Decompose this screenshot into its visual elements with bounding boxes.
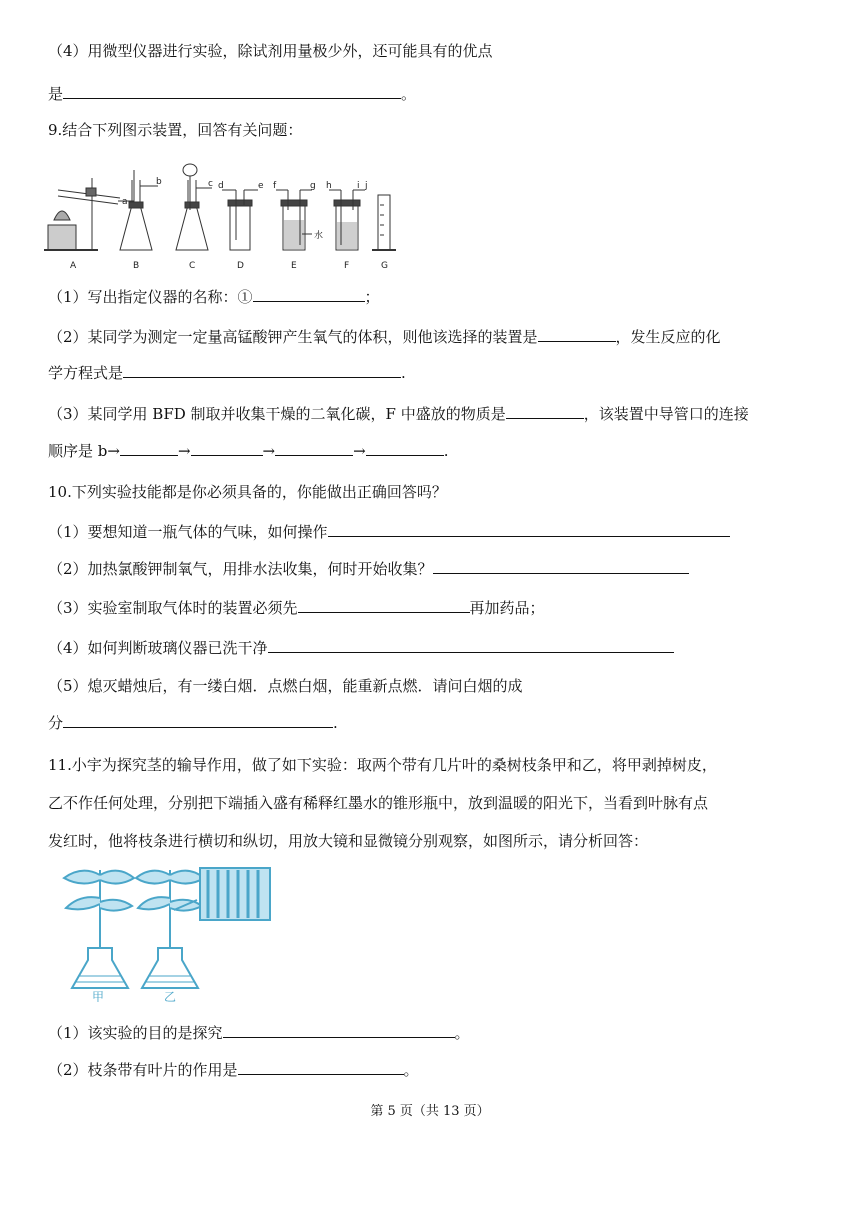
- q10-part1: [48, 522, 730, 542]
- apparatus-label-b: B: [133, 261, 140, 271]
- q8-part4-prefix: 是: [48, 85, 64, 103]
- q9-part1-prefix: （1）写出指定仪器的名称：①: [48, 288, 253, 306]
- apparatus-label-f: F: [344, 261, 350, 271]
- port-label-i: i: [357, 181, 360, 191]
- q10-part5-suffix: .: [333, 714, 338, 732]
- apparatus-c-icon: [176, 164, 212, 250]
- q9-part2-line2: [48, 363, 406, 383]
- q9-part2b-suffix: .: [401, 364, 406, 382]
- q9-part3-prefix: （3）某同学用 BFD 制取并收集干燥的二氧化碳，F 中盛放的物质是: [48, 405, 506, 423]
- q10-part5-prefix: 分: [48, 714, 64, 732]
- port-label-j: j: [365, 181, 368, 191]
- q9-part3-blank2[interactable]: [120, 441, 178, 456]
- q11-part1-prefix: （1）该实验的目的是探究: [48, 1024, 223, 1042]
- q9-part2b-prefix: 学方程式是: [48, 364, 124, 382]
- apparatus-label-d: D: [237, 261, 244, 271]
- apparatus-f-icon: [329, 190, 365, 250]
- label-jia: 甲: [92, 990, 105, 1002]
- port-label-c: c: [208, 179, 213, 189]
- apparatus-d-icon: [222, 190, 258, 250]
- q9-part3-blank5[interactable]: [366, 441, 444, 456]
- q9-part2-prefix: （2）某同学为测定一定量高锰酸钾产生氧气的体积，则他该选择的装置是: [48, 328, 538, 346]
- port-label-h: h: [326, 181, 332, 191]
- q9-part2-blank1[interactable]: [538, 327, 616, 342]
- q9-apparatus-figure: [40, 150, 410, 278]
- q9-part2-blank2[interactable]: [123, 363, 401, 378]
- q11-paragraph-line3: 发红时，他将枝条进行横切和纵切，用放大镜和显微镜分别观察，如图所示，请分析回答：: [48, 832, 649, 850]
- q10-part5-blank[interactable]: [63, 713, 333, 728]
- port-label-f: f: [273, 181, 277, 191]
- apparatus-label-a: A: [70, 261, 77, 271]
- q11-paragraph-line1: 11.小宇为探究茎的输导作用，做了如下实验：取两个带有几片叶的桑树枝条甲和乙，将甲剥掉树皮，: [48, 756, 717, 774]
- apparatus-b-icon: [120, 170, 158, 250]
- q11-part1: [48, 1023, 470, 1043]
- port-label-g: g: [310, 181, 316, 191]
- q8-part4-line1: （4）用微型仪器进行实验，除试剂用量极少外，还可能具有的优点: [48, 42, 493, 60]
- q9-arrow-3: →: [353, 442, 366, 460]
- q11-part2: [48, 1060, 419, 1080]
- q10-part4: [48, 638, 674, 658]
- q9-part3-blank4[interactable]: [275, 441, 353, 456]
- q10-part4-text: （4）如何判断玻璃仪器已洗干净: [48, 639, 268, 657]
- branch-yi-icon: [136, 870, 204, 988]
- q9-part2-line1: [48, 327, 721, 347]
- q10-title: 10.下列实验技能都是你必须具备的，你能做出正确回答吗？: [48, 483, 447, 501]
- q10-part1-text: （1）要想知道一瓶气体的气味，如何操作: [48, 523, 328, 541]
- q8-part4-suffix: 。: [401, 85, 417, 103]
- apparatus-e-icon: [276, 190, 312, 250]
- q9-part3-blank3[interactable]: [191, 441, 263, 456]
- q10-part3-blank[interactable]: [298, 598, 470, 613]
- q8-answer-blank[interactable]: [63, 84, 401, 99]
- q9-part3-suffix: ，该装置中导管口的连接: [583, 405, 749, 423]
- q9-part3-line2: [48, 441, 448, 461]
- q11-part1-blank[interactable]: [223, 1023, 455, 1038]
- q10-part4-blank[interactable]: [268, 638, 674, 653]
- page-footer: 第 5 页（共 13 页）: [370, 1104, 490, 1119]
- q9-arrow-1: →: [177, 442, 191, 460]
- q9-part1-suffix: ；: [364, 288, 380, 306]
- q11-part1-suffix: 。: [454, 1024, 470, 1042]
- apparatus-g-icon: [372, 195, 396, 250]
- apparatus-a-icon: [44, 178, 134, 250]
- apparatus-label-e: E: [291, 261, 297, 271]
- q9-part1-blank[interactable]: [253, 287, 365, 302]
- port-label-b: b: [156, 177, 162, 187]
- q10-part2: [48, 559, 689, 579]
- q8-part4-line2: [48, 84, 416, 104]
- q9-arrow-2: →: [262, 442, 276, 460]
- q9-part1: [48, 287, 380, 307]
- q9-title: 9.结合下列图示装置，回答有关问题：: [48, 121, 303, 139]
- q10-part5-line1: （5）熄灭蜡烛后，有一缕白烟．点燃白烟，能重新点燃．请问白烟的成: [48, 677, 523, 695]
- label-yi: 乙: [164, 990, 177, 1002]
- q11-part2-suffix: 。: [403, 1061, 419, 1079]
- q9-part3b-suffix: .: [443, 442, 449, 460]
- q9-part2-suffix: ，发生反应的化: [615, 328, 721, 346]
- q11-plant-figure: [52, 860, 282, 1002]
- q10-part1-blank[interactable]: [328, 522, 730, 537]
- q10-part5-line2: [48, 713, 338, 733]
- apparatus-label-g: G: [381, 261, 388, 271]
- q11-paragraph-line2: 乙不作任何处理，分别把下端插入盛有稀释红墨水的锥形瓶中，放到温暖的阳光下，当看到叶脉有点: [48, 794, 709, 812]
- q10-part3-suffix: 再加药品；: [469, 599, 545, 617]
- port-label-d: d: [218, 181, 224, 191]
- q9-part3-line1: [48, 404, 749, 424]
- q11-part2-blank[interactable]: [238, 1060, 404, 1075]
- q9-part3-blank1[interactable]: [506, 404, 584, 419]
- q10-part3: [48, 598, 545, 618]
- port-label-e: e: [258, 181, 264, 191]
- water-label: 水: [314, 231, 324, 241]
- port-label-a: a: [122, 197, 128, 207]
- q10-part2-blank[interactable]: [433, 559, 689, 574]
- q10-part2-text: （2）加热氯酸钾制氧气，用排水法收集，何时开始收集？: [48, 560, 433, 578]
- q9-part3b-prefix: 顺序是 b→: [48, 442, 120, 460]
- microscope-section-icon: [200, 868, 270, 920]
- apparatus-label-c: C: [189, 261, 196, 271]
- q10-part3-prefix: （3）实验室制取气体时的装置必须先: [48, 599, 298, 617]
- branch-jia-icon: [64, 870, 134, 988]
- q11-part2-prefix: （2）枝条带有叶片的作用是: [48, 1061, 238, 1079]
